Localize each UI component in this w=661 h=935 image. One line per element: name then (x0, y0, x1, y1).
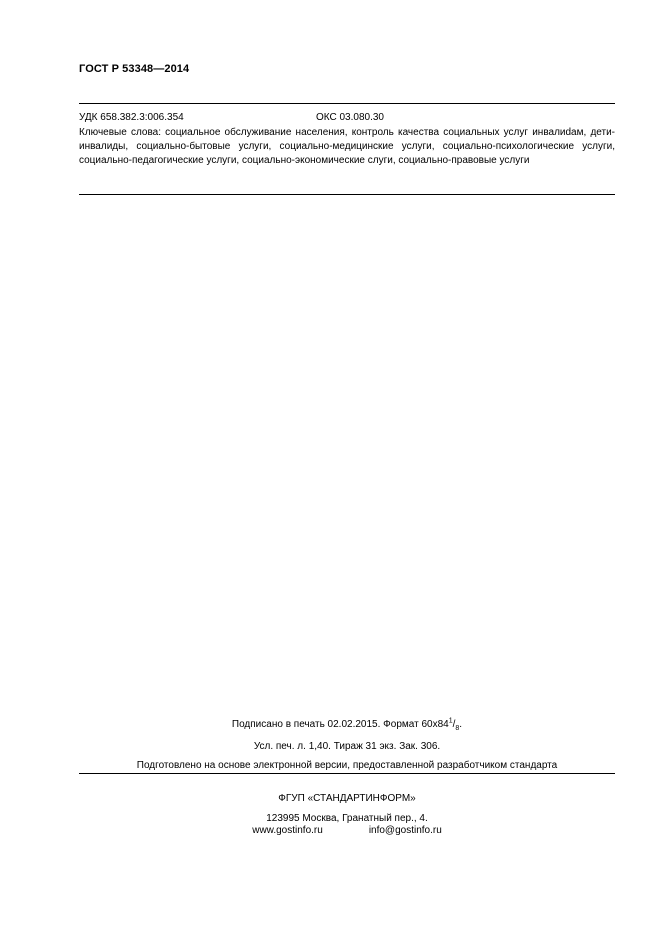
standard-code: ГОСТ Р 53348—2014 (79, 63, 190, 75)
keywords-divider (79, 194, 615, 195)
format-numerator: 1 (448, 717, 453, 725)
imprint-divider (79, 773, 615, 774)
format-denominator: 8 (455, 725, 460, 732)
format-slash: / (452, 719, 456, 730)
keywords-paragraph: Ключевые слова: социальное обслуживание населения, контроль качества социальных услуг инвалиdам, дети-инвалиды, социально-бытовые услуги, социально-медицинские услуги, социально-психологические услуги, социально-педагогические услуги, социально-экономические слуги, социально-правовые услуги (79, 127, 615, 166)
top-divider (79, 103, 615, 104)
prepared-note: Подготовлено на основе электронной версии, предоставленной разработчиком стандарта (136, 760, 558, 771)
oks-code: ОКС 03.080.30 (316, 112, 384, 123)
publisher-address: 123995 Москва, Гранатный пер., 4. (266, 813, 428, 824)
signed-for-print (79, 718, 615, 731)
website-link[interactable]: www.gostinfo.ru (252, 825, 323, 836)
publisher-name: ФГУП «СТАНДАРТИНФОРМ» (278, 793, 416, 804)
format-period: . (459, 719, 463, 730)
publisher-contacts (79, 824, 615, 837)
classification-line (79, 111, 615, 125)
email-link[interactable]: info@gostinfo.ru (368, 825, 442, 836)
signed-text: Подписано в печать 02.02.2015. Формат 60х84 (231, 719, 449, 730)
udk-code: УДК 658.382.3:006.354 (79, 112, 184, 123)
print-run-info: Усл. печ. л. 1,40. Тираж 31 экз. Зак. 306. (253, 741, 441, 752)
